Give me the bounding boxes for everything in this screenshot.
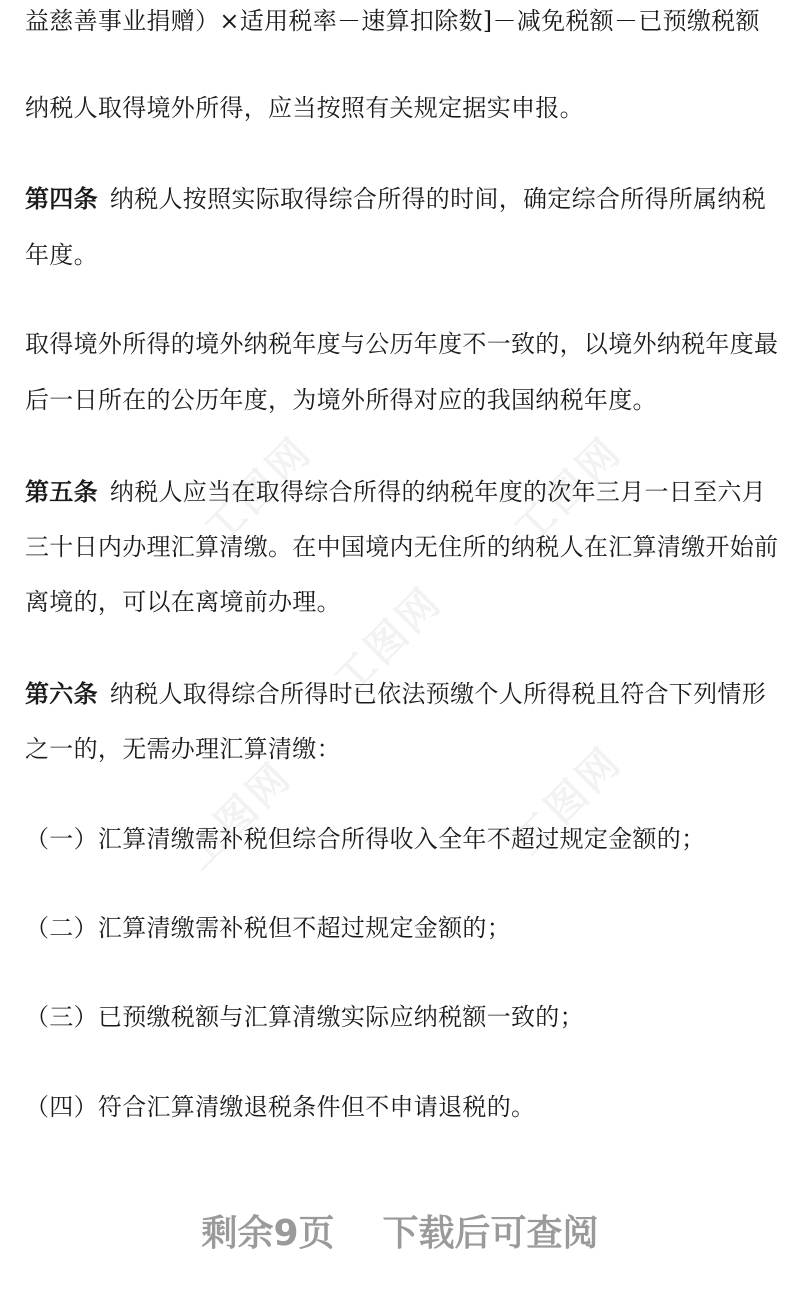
list-item: （一）汇算清缴需补税但综合所得收入全年不超过规定金额的； — [25, 825, 706, 853]
paragraph-line: 离境的，可以在离境前办理。 — [25, 588, 341, 616]
watermark: 工图网 — [505, 428, 632, 554]
watermark: 工图网 — [325, 578, 452, 704]
list-item: （二）汇算清缴需补税但不超过规定金额的； — [25, 914, 511, 942]
paragraph-line: 年度。 — [25, 241, 98, 269]
list-item: （四）符合汇算清缴退税条件但不申请退税的。 — [25, 1093, 536, 1121]
paragraph-line: 益慈善事业捐赠）×适用税率－速算扣除数]－减免税额－已预缴税额 — [25, 7, 760, 35]
list-item: （三）已预缴税额与汇算清缴实际应纳税额一致的； — [25, 1003, 584, 1031]
article-4-heading: 第四条 — [25, 185, 98, 213]
remaining-pages-text: 剩余9页 — [201, 1213, 335, 1254]
watermark: 工图网 — [195, 428, 322, 554]
paragraph-line: 后一日所在的公历年度，为境外所得对应的我国纳税年度。 — [25, 386, 657, 414]
paragraph-line: 取得境外所得的境外纳税年度与公历年度不一致的，以境外纳税年度最 — [25, 330, 779, 358]
article-4-line — [25, 182, 766, 216]
watermark: 工图网 — [505, 738, 632, 864]
paragraph-line: 纳税人取得境外所得，应当按照有关规定据实申报。 — [25, 94, 584, 122]
download-to-view-text: 下载后可查阅 — [382, 1213, 599, 1254]
article-5-line — [25, 475, 766, 509]
paragraph-line: 三十日内办理汇算清缴。在中国境内无住所的纳税人在汇算清缴开始前 — [25, 533, 779, 561]
paragraph-text: 纳税人按照实际取得综合所得的时间，确定综合所得所属纳税 — [109, 185, 767, 213]
paragraph-text: 纳税人应当在取得综合所得的纳税年度的次年三月一日至六月 — [109, 478, 767, 506]
watermark: 工图网 — [175, 753, 302, 879]
paragraph-text: 纳税人取得综合所得时已依法预缴个人所得税且符合下列情形 — [109, 680, 767, 708]
article-6-line — [25, 677, 766, 711]
paragraph-line: 之一的，无需办理汇算清缴： — [25, 735, 341, 763]
download-prompt[interactable] — [0, 1212, 800, 1256]
article-6-heading: 第六条 — [25, 680, 98, 708]
article-5-heading: 第五条 — [25, 478, 98, 506]
